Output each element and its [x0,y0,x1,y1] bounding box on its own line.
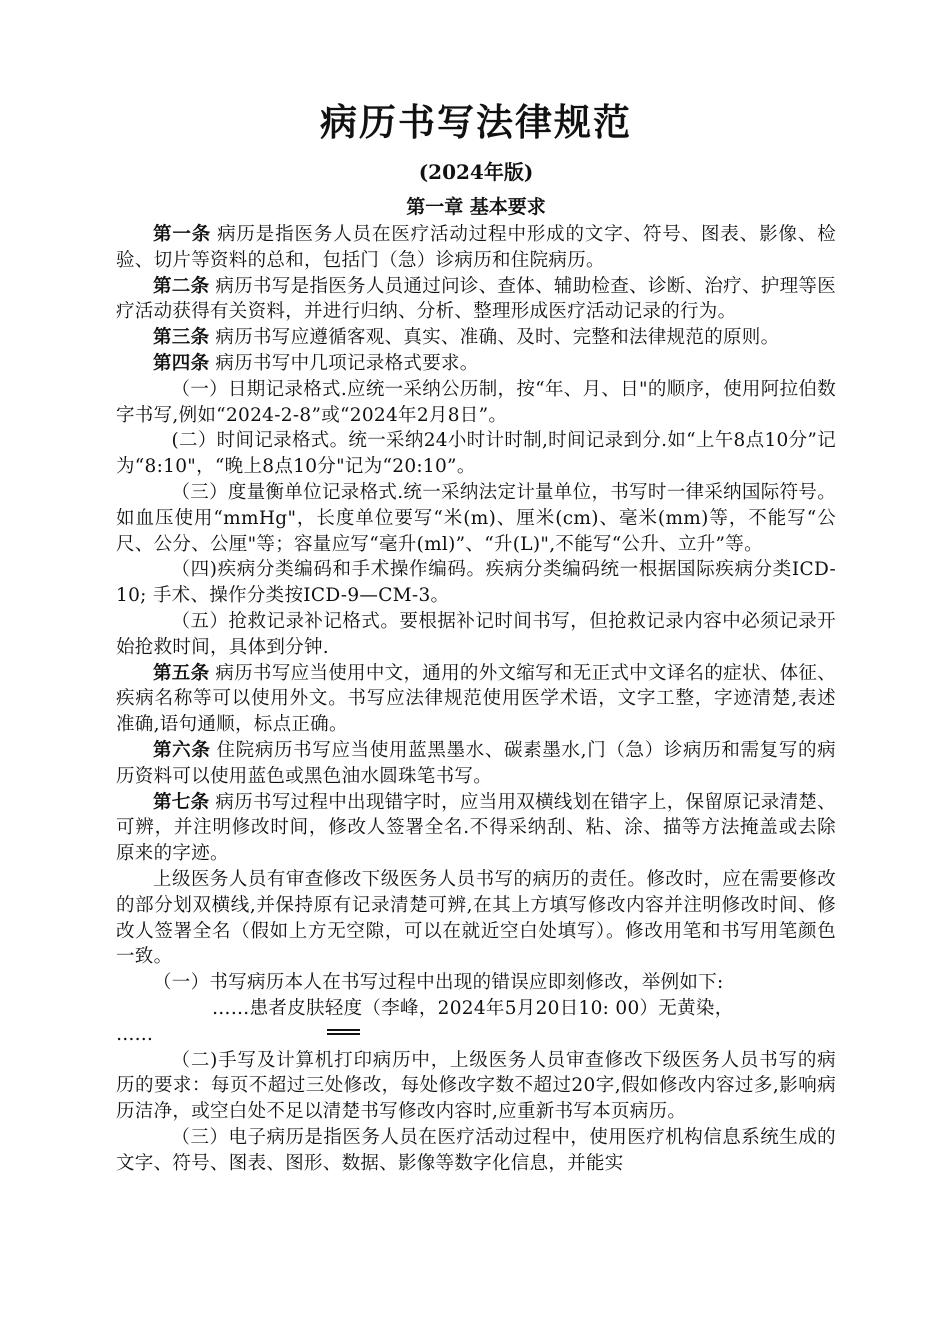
document-title: 病历书写法律规范 [320,100,632,144]
correction-example [116,996,836,1022]
article-3 [116,325,836,351]
article-4-item-1: （一）日期记录格式.应统一采纳公历制，按“年、月、日"的顺序，使用阿拉伯数字书写,例如“2024-2-8”或“2024年2月8日”。 [116,378,836,426]
article-4-item-2: (二）时间记录格式。统一采纳24小时计时制,时间记录到分.如“上午8点10分”记为“8:10"，“晚上8点10分"记为“20:10”。 [116,430,836,478]
article-text: 病历书写应遵循客观、真实、准确、及时、完整和法律规范的原则。 [215,327,780,349]
article-label: 第三条 [153,327,210,349]
article-label: 第七条 [153,791,210,813]
article-label: 第一条 [153,224,212,245]
example-tail: …… [116,1023,153,1045]
example-suffix: （李峰，2024年5月20日10: 00）无黄染， [362,997,734,1019]
article-4 [116,351,836,377]
article-label: 第四条 [153,352,210,374]
article-text: 病历是指医务人员在医疗活动过程中形成的文字、符号、图表、影像、检验、切片等资料的总和，包括门（急）诊病历和住院病历。 [116,224,836,271]
item-two: （二)手写及计算机打印病历中，上级医务人员审查修改下级医务人员书写的病历的要求：每页不超过三处修改，每处修改字数不超过20字,假如修改内容过多,影响病历洁净，或空白处不足以清楚书写修改内容时,应重新书写本页病历。 [116,1049,836,1123]
article-1 [116,222,836,274]
example-struck-text: 轻度 [325,996,363,1022]
article-4-item-4: （四)疾病分类编码和手术操作编码。疾病分类编码统一根据国际疾病分类ICD-10; 手术、操作分类按ICD-9—CM-3。 [116,559,836,607]
article-4-item-3: （三）度量衡单位记录格式.统一采纳法定计量单位，书写时一律采纳国际符号。如血压使用“mmHg"，长度单位要写“米(m)、厘米(cm)、毫米(mm)等，不能写“公尺、公分、公厘"等；容量应写“毫升(ml)”、“升(L)",不能写“公升、立升”等。 [116,481,836,555]
superior-revision-paragraph: 上级医务人员有审查修改下级医务人员书写的病历的责任。修改时，应在需要修改的部分划双横线,并保持原有记录清楚可辨,在其上方填写修改内容并注明修改时间、修改人签署全名（假如上方无空隙，可以在就近空白处填写）。修改用笔和书写用笔颜色一致。 [116,868,836,968]
item-three: （三）电子病历是指医务人员在医疗活动过程中，使用医疗机构信息系统生成的文字、符号、图表、图形、数据、影像等数字化信息，并能实 [116,1126,836,1174]
article-2 [116,274,836,326]
article-label: 第六条 [153,739,211,761]
example-prefix: ……患者皮肤 [212,997,325,1019]
document-subtitle: (2024年版) [418,160,534,184]
article-text: 住院病历书写应当使用蓝黑墨水、碳素墨水,门（急）诊病历和需复写的病历资料可以使用蓝色或黑色油水圆珠笔书写。 [116,739,836,787]
chapter-heading: 第一章 基本要求 [406,196,546,218]
article-4-item-5: （五）抢救记录补记格式。要根据补记时间书写，但抢救记录内容中必须记录开始抢救时间，具体到分钟. [116,610,836,658]
article-text: 病历书写应当使用中文，通用的外文缩写和无正式中文译名的症状、体征、疾病名称等可以使用外文。书写应法律规范使用医学术语，文字工整，字迹清楚,表述准确,语句通顺，标点正确。 [116,662,836,736]
article-7 [116,790,836,867]
item-one: （一）书写病历本人在书写过程中出现的错误应即刻修改，举例如下: [153,972,724,994]
article-label: 第二条 [153,275,210,297]
article-5 [116,661,836,738]
article-text: 病历书写中几项记录格式要求。 [215,352,479,374]
article-6 [116,738,836,790]
article-text: 病历书写过程中出现错字时，应当用双横线划在错字上，保留原记录清楚、可辨，并注明修改时间，修改人签署全名.不得采纳刮、粘、涂、描等方法掩盖或去除原来的字迹。 [116,791,836,865]
article-text: 病历书写是指医务人员通过问诊、查体、辅助检查、诊断、治疗、护理等医疗活动获得有关资料，并进行归纳、分析、整理形成医疗活动记录的行为。 [116,275,836,323]
article-label: 第五条 [153,662,210,684]
